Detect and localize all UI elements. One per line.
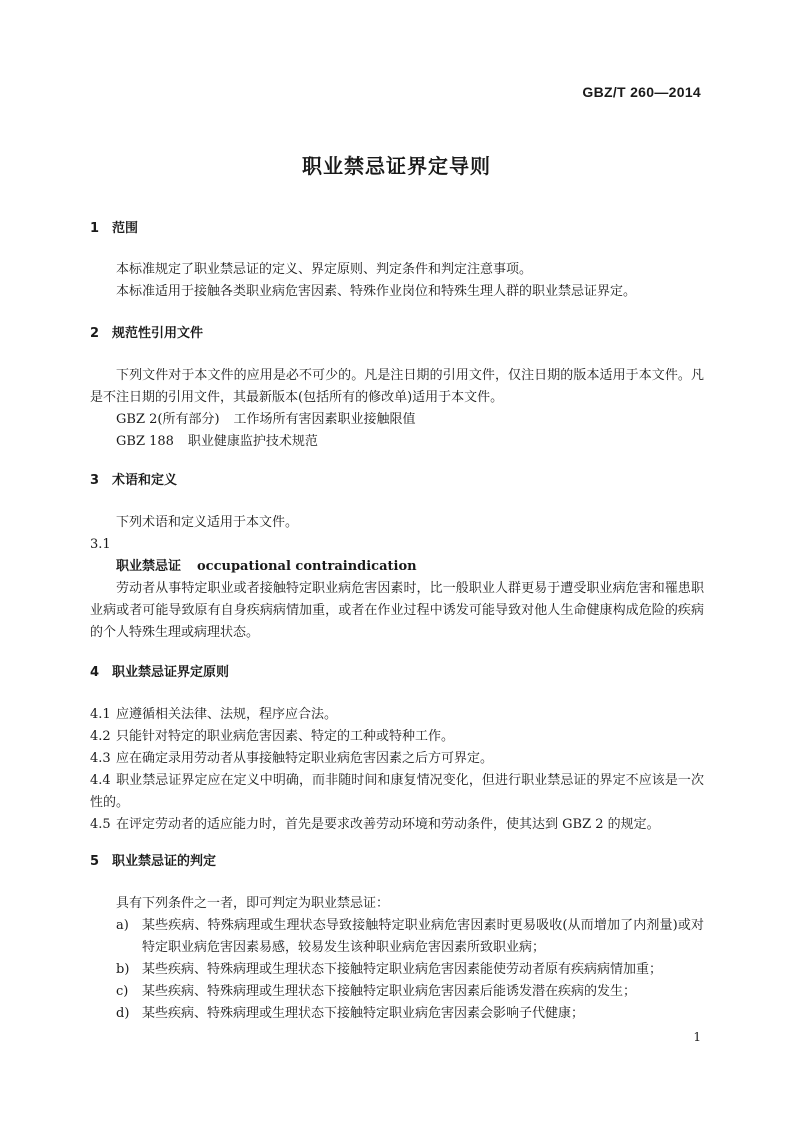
clause-number: 4.4 (90, 773, 111, 788)
section-title: 职业禁忌证界定原则 (112, 665, 230, 680)
list-item-text: 某些疾病、特殊病理或生理状态导致接触特定职业病危害因素时更易吸收(从而增加了内剂量)或对特定职业病危害因素易感，较易发生该种职业病危害因素所致职业病； (142, 918, 704, 955)
clause-number: 4.5 (90, 817, 111, 832)
paragraph: 下列术语和定义适用于本文件。 (116, 515, 299, 530)
section-title: 术语和定义 (112, 473, 178, 488)
normative-reference (90, 431, 704, 453)
clause-number: 4.3 (90, 751, 111, 766)
section-3-body (90, 512, 704, 644)
section-1-heading (90, 219, 704, 239)
reference-code: GBZ 188 (116, 434, 174, 449)
term-number: 3.1 (90, 537, 111, 552)
term-entry (90, 556, 704, 578)
reference-title: 工作场所有害因素职业接触限值 (233, 412, 416, 427)
section-number: 4 (90, 665, 100, 680)
document-title: 职业禁忌证界定导则 (302, 154, 491, 178)
clause (90, 770, 704, 814)
list-item (90, 915, 704, 959)
clause-text: 应在确定录用劳动者从事接触特定职业病危害因素之后方可界定。 (116, 751, 494, 766)
section-3-heading (90, 471, 704, 491)
paragraph: 下列文件对于本文件的应用是必不可少的。凡是注日期的引用文件，仅注日期的版本适用于本文件。凡是不注日期的引用文件，其最新版本(包括所有的修改单)适用于本文件。 (90, 368, 704, 405)
page-number: 1 (693, 1030, 701, 1044)
reference-code: GBZ 2(所有部分) (116, 412, 220, 427)
standard-code: GBZ/T 260—2014 (582, 84, 701, 100)
paragraph: 本标准适用于接触各类职业病危害因素、特殊作业岗位和特殊生理人群的职业禁忌证界定。 (116, 284, 637, 299)
list-marker: d) (116, 1006, 130, 1021)
clause (90, 726, 704, 748)
clause-text: 应遵循相关法律、法规，程序应合法。 (116, 707, 338, 722)
section-2-heading (90, 324, 704, 344)
list-item (90, 1003, 704, 1025)
section-4-body (90, 704, 704, 836)
list-item-text: 某些疾病、特殊病理或生理状态下接触特定职业病危害因素能使劳动者原有疾病病情加重； (142, 962, 663, 977)
section-5-body (90, 893, 704, 1025)
section-number: 2 (90, 326, 100, 341)
section-title: 规范性引用文件 (112, 326, 204, 341)
section-2-body (90, 365, 704, 453)
section-1-body (90, 259, 704, 303)
list-marker: c) (116, 984, 129, 999)
clause-text: 职业禁忌证界定应在定义中明确，而非随时间和康复情况变化，但进行职业禁忌证的界定不应该是一次性的。 (90, 773, 704, 810)
clause (90, 704, 704, 726)
section-number: 1 (90, 221, 100, 236)
paragraph: 具有下列条件之一者，即可判定为职业禁忌证： (116, 896, 390, 911)
section-5-heading (90, 852, 704, 872)
clause (90, 814, 704, 836)
term-definition: 劳动者从事特定职业或者接触特定职业病危害因素时，比一般职业人群更易于遭受职业病危害和罹患职业病或者可能导致原有自身疾病病情加重，或者在作业过程中诱发可能导致对他人生命健康构成危险的疾病的个人特殊生理或病理状态。 (90, 581, 704, 640)
section-number: 3 (90, 473, 100, 488)
clause (90, 748, 704, 770)
list-marker: a) (116, 918, 129, 933)
normative-reference (90, 409, 704, 431)
list-item-text: 某些疾病、特殊病理或生理状态下接触特定职业病危害因素后能诱发潜在疾病的发生； (142, 984, 637, 999)
clause-number: 4.1 (90, 707, 111, 722)
reference-title: 职业健康监护技术规范 (187, 434, 318, 449)
section-title: 职业禁忌证的判定 (112, 854, 217, 869)
term-english: occupational contraindication (197, 559, 417, 574)
clause-text: 只能针对特定的职业病危害因素、特定的工种或特种工作。 (116, 729, 455, 744)
section-title: 范围 (112, 221, 139, 236)
list-item (90, 981, 704, 1003)
section-number: 5 (90, 854, 100, 869)
term-chinese: 职业禁忌证 (116, 559, 182, 574)
list-marker: b) (116, 962, 130, 977)
paragraph: 本标准规定了职业禁忌证的定义、界定原则、判定条件和判定注意事项。 (116, 262, 533, 277)
clause-text: 在评定劳动者的适应能力时，首先是要求改善劳动环境和劳动条件，使其达到 GBZ 2 的规定。 (116, 817, 660, 832)
list-item (90, 959, 704, 981)
list-item-text: 某些疾病、特殊病理或生理状态下接触特定职业病危害因素会影响子代健康； (142, 1006, 585, 1021)
section-4-heading (90, 663, 704, 683)
clause-number: 4.2 (90, 729, 111, 744)
